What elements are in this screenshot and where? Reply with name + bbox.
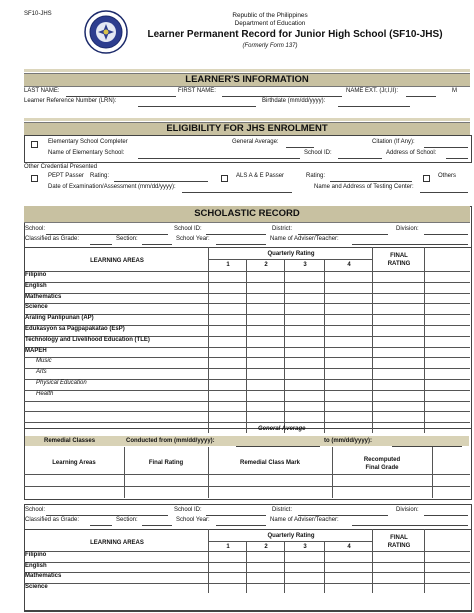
final-rating-cell[interactable] xyxy=(373,337,423,346)
final-rating-header xyxy=(373,252,425,268)
quarter-grade-cell[interactable] xyxy=(247,563,283,572)
name-ext-label: NAME EXT. (Jr,I,II): xyxy=(346,88,399,94)
learning-areas-header: LEARNING AREAS xyxy=(90,258,144,264)
department-text: Department of Education xyxy=(234,20,306,27)
form-code: SF10-JHS xyxy=(24,11,52,17)
adviser-label-2: Name of Adviser/Teacher: xyxy=(270,517,339,523)
school-year-label: School Year: xyxy=(176,236,210,242)
eligibility-banner: ELIGIBILITY FOR JHS ENROLMENT xyxy=(24,122,470,136)
subject-label: MAPEH xyxy=(25,347,47,354)
quarter-grade-cell[interactable] xyxy=(325,412,371,421)
q4-header-2: 4 xyxy=(347,544,351,550)
q3-header: 3 xyxy=(303,262,307,268)
quarter-grade-cell[interactable] xyxy=(325,369,371,378)
quarter-grade-cell[interactable] xyxy=(247,315,283,324)
quarter-grade-cell[interactable] xyxy=(209,358,245,367)
quarter-grade-cell[interactable] xyxy=(247,380,283,389)
quarter-grade-cell[interactable] xyxy=(209,348,245,357)
final-rating-cell[interactable] xyxy=(373,584,423,593)
remedial-divider xyxy=(24,486,470,487)
school-label-2: School: xyxy=(25,507,46,513)
subject-label: Science xyxy=(25,304,48,311)
quarter-grade-cell[interactable] xyxy=(285,584,323,593)
quarter-grade-cell[interactable] xyxy=(285,552,323,561)
division-label: Division: xyxy=(396,226,419,232)
final-rating-cell[interactable] xyxy=(373,294,423,303)
quarter-grade-cell[interactable] xyxy=(247,391,283,400)
subject-label: Araling Panlipunan (AP) xyxy=(25,315,94,322)
q2-header-2: 2 xyxy=(264,544,268,550)
learner-info-banner: LEARNER'S INFORMATION xyxy=(24,73,470,87)
final-rating-cell[interactable] xyxy=(373,304,423,313)
quarter-grade-cell[interactable] xyxy=(325,563,371,572)
quarter-grade-cell[interactable] xyxy=(209,412,245,421)
quarterly-rating-header: Quarterly Rating xyxy=(267,251,315,257)
elem-completer-checkbox[interactable] xyxy=(31,141,38,148)
final-rating-cell[interactable] xyxy=(373,272,423,281)
quarter-grade-cell[interactable] xyxy=(285,337,323,346)
quarter-grade-cell[interactable] xyxy=(209,402,245,411)
quarter-grade-cell[interactable] xyxy=(325,272,371,281)
quarter-grade-cell[interactable] xyxy=(209,272,245,281)
q3-header-2: 3 xyxy=(303,544,307,550)
remedial-divider xyxy=(24,474,470,475)
pept-label: PEPT Passer xyxy=(48,173,84,179)
division-label-2: Division: xyxy=(396,507,419,513)
quarter-grade-cell[interactable] xyxy=(209,369,245,378)
adviser-label: Name of Adviser/Teacher: xyxy=(270,236,339,242)
subject-label: Music xyxy=(36,358,52,365)
to-field[interactable] xyxy=(392,446,462,447)
quarter-grade-cell[interactable] xyxy=(209,304,245,313)
subject-label: Health xyxy=(36,390,54,397)
elem-completer-label: Elementary School Completer xyxy=(48,139,128,145)
quarter-header-divider xyxy=(208,259,372,260)
final-rating-cell[interactable] xyxy=(373,402,423,411)
q2-header: 2 xyxy=(264,262,268,268)
other-credential-label: Other Credential Presented xyxy=(24,164,98,170)
elem-school-address-field[interactable] xyxy=(446,158,468,159)
school-id-label: School ID: xyxy=(174,226,202,232)
conducted-from-field[interactable] xyxy=(236,446,320,447)
subject-label: Filipino xyxy=(25,272,47,278)
school-field-2[interactable] xyxy=(46,515,168,516)
quarter-grade-cell[interactable] xyxy=(325,573,371,582)
final-rating-cell[interactable] xyxy=(373,552,423,561)
quarter-grade-cell[interactable] xyxy=(285,402,323,411)
quarter-grade-cell[interactable] xyxy=(209,552,245,561)
quarter-grade-cell[interactable] xyxy=(285,563,323,572)
subject-label: Technology and Livelihood Education (TLE) xyxy=(25,336,150,343)
quarter-grade-cell[interactable] xyxy=(325,337,371,346)
first-name-label: FIRST NAME: xyxy=(178,88,216,94)
scholastic-banner: SCHOLASTIC RECORD xyxy=(24,206,470,223)
quarter-grade-cell[interactable] xyxy=(247,304,283,313)
district-field[interactable] xyxy=(298,234,388,235)
lrn-label: Learner Reference Number (LRN): xyxy=(24,98,117,104)
quarter-grade-cell[interactable] xyxy=(247,584,283,593)
quarter-grade-cell[interactable] xyxy=(285,358,323,367)
subject-label: Edukasyon sa Pagpapakatao (EsP) xyxy=(25,326,125,332)
general-average-field[interactable] xyxy=(286,147,314,148)
banner-strip xyxy=(24,118,470,121)
quarter-grade-cell[interactable] xyxy=(285,391,323,400)
remedial-classes-label: Remedial Classes xyxy=(44,438,96,444)
column-divider xyxy=(424,247,425,433)
learning-areas-header-2: LEARNING AREAS xyxy=(90,540,144,546)
subject-label: Mathematics xyxy=(25,573,62,579)
date-exam-label: Date of Examination/Assessment (mm/dd/yyyy): xyxy=(48,184,176,190)
general-average-row-label: General Average xyxy=(258,426,306,432)
final-rating-cell[interactable] xyxy=(373,369,423,378)
quarter-grade-cell[interactable] xyxy=(247,283,283,292)
classified-label: Classified as Grade: xyxy=(25,236,80,242)
district-field-2[interactable] xyxy=(298,515,388,516)
quarter-grade-cell[interactable] xyxy=(247,348,283,357)
citation-field[interactable] xyxy=(424,147,468,148)
quarter-grade-cell[interactable] xyxy=(209,337,245,346)
quarter-grade-cell[interactable] xyxy=(325,315,371,324)
republic-text: Republic of the Philippines xyxy=(232,12,308,19)
quarter-grade-cell[interactable] xyxy=(209,391,245,400)
last-name-label: LAST NAME: xyxy=(24,88,60,94)
q1-header: 1 xyxy=(226,262,230,268)
recomputed-header xyxy=(332,456,432,472)
quarter-grade-cell[interactable] xyxy=(325,294,371,303)
als-label: ALS A & E Passer xyxy=(236,173,285,179)
elem-school-address-label: Address of School: xyxy=(386,150,437,156)
others-checkbox[interactable] xyxy=(423,175,430,182)
quarter-grade-cell[interactable] xyxy=(285,304,323,313)
banner-strip xyxy=(24,69,470,72)
quarter-grade-cell[interactable] xyxy=(325,326,371,335)
final-rating-2-line1: FINAL xyxy=(390,535,408,541)
als-checkbox[interactable] xyxy=(221,175,228,182)
page-subtitle: (Formerly Form 137) xyxy=(242,43,298,49)
quarter-grade-cell[interactable] xyxy=(247,369,283,378)
final-rating-cell[interactable] xyxy=(373,348,423,357)
quarter-grade-cell[interactable] xyxy=(325,348,371,357)
quarter-grade-cell[interactable] xyxy=(285,573,323,582)
final-rating-cell[interactable] xyxy=(373,326,423,335)
quarter-grade-cell[interactable] xyxy=(209,584,245,593)
quarter-header-divider xyxy=(208,541,372,542)
quarter-grade-cell[interactable] xyxy=(209,380,245,389)
quarter-grade-cell[interactable] xyxy=(285,326,323,335)
section-field[interactable] xyxy=(142,244,172,245)
rem-class-mark-header: Remedial Class Mark xyxy=(239,460,301,466)
quarter-grade-cell[interactable] xyxy=(209,573,245,582)
quarter-grade-cell[interactable] xyxy=(209,315,245,324)
final-rating-cell[interactable] xyxy=(373,283,423,292)
final-rating-line2: RATING xyxy=(387,261,411,267)
classified-field[interactable] xyxy=(90,244,112,245)
school-year-label-2: School Year: xyxy=(176,517,210,523)
general-average-label: General Average: xyxy=(232,139,279,145)
date-exam-field[interactable] xyxy=(182,192,292,193)
page-title: Learner Permanent Record for Junior High School (SF10-JHS) xyxy=(147,29,443,40)
citation-label: Citation (If Any): xyxy=(372,139,415,145)
quarter-grade-cell[interactable] xyxy=(247,337,283,346)
subject-label: Science xyxy=(25,583,48,590)
final-rating-cell[interactable] xyxy=(373,358,423,367)
quarter-grade-cell[interactable] xyxy=(247,294,283,303)
subject-label: Arts xyxy=(36,369,47,376)
quarter-grade-cell[interactable] xyxy=(285,369,323,378)
school-label: School: xyxy=(25,226,46,232)
classified-field-2[interactable] xyxy=(90,525,112,526)
birthdate-label: Birthdate (mm/dd/yyyy): xyxy=(262,98,326,104)
elem-school-id-field[interactable] xyxy=(338,158,382,159)
quarter-grade-cell[interactable] xyxy=(325,358,371,367)
quarter-grade-cell[interactable] xyxy=(325,304,371,313)
final-rating-2-line2: RATING xyxy=(387,543,411,549)
section-label: Section: xyxy=(116,236,138,242)
quarter-grade-cell[interactable] xyxy=(325,380,371,389)
quarter-grade-cell[interactable] xyxy=(285,380,323,389)
quarter-grade-cell[interactable] xyxy=(247,552,283,561)
lrn-field[interactable] xyxy=(138,106,256,107)
quarter-grade-cell[interactable] xyxy=(325,584,371,593)
rem-final-rating-header: Final Rating xyxy=(148,460,184,466)
division-field-2[interactable] xyxy=(424,515,468,516)
school-id-field[interactable] xyxy=(206,234,266,235)
q4-header: 4 xyxy=(347,262,351,268)
first-name-field[interactable] xyxy=(222,96,342,97)
quarter-grade-cell[interactable] xyxy=(247,358,283,367)
district-label-2: District: xyxy=(272,507,292,513)
quarter-grade-cell[interactable] xyxy=(247,412,283,421)
quarter-grade-cell[interactable] xyxy=(247,573,283,582)
to-label: to (mm/dd/yyyy): xyxy=(324,438,373,444)
table-row xyxy=(24,422,470,423)
subject-label: Filipino xyxy=(25,552,47,558)
division-field[interactable] xyxy=(424,234,468,235)
school-id-field-2[interactable] xyxy=(206,515,266,516)
elem-school-name-field[interactable] xyxy=(138,158,300,159)
recomputed-line1: Recomputed xyxy=(363,457,401,463)
middle-name-label: M xyxy=(452,88,457,94)
quarter-grade-cell[interactable] xyxy=(247,326,283,335)
final-rating-cell[interactable] xyxy=(373,412,423,421)
others-label: Others xyxy=(438,173,457,179)
quarter-grade-cell[interactable] xyxy=(285,315,323,324)
subject-label: English xyxy=(25,562,47,569)
name-ext-field[interactable] xyxy=(406,96,436,97)
quarter-grade-cell[interactable] xyxy=(285,272,323,281)
final-rating-line1: FINAL xyxy=(390,253,408,259)
pept-rating-label: Rating: xyxy=(90,173,110,179)
subject-label: Mathematics xyxy=(25,293,62,300)
birthdate-field[interactable] xyxy=(338,106,410,107)
recomputed-line2: Final Grade xyxy=(365,465,399,471)
final-rating-header-2 xyxy=(373,534,425,550)
quarter-grade-cell[interactable] xyxy=(209,326,245,335)
school-id-label-2: School ID: xyxy=(174,507,202,513)
final-rating-cell[interactable] xyxy=(373,391,423,400)
remedial-col-divider xyxy=(208,447,209,498)
als-rating-label: Rating: xyxy=(306,173,326,179)
final-rating-cell[interactable] xyxy=(373,315,423,324)
pept-rating-field[interactable] xyxy=(114,181,208,182)
quarter-grade-cell[interactable] xyxy=(325,552,371,561)
final-rating-cell[interactable] xyxy=(373,563,423,572)
testing-center-field[interactable] xyxy=(420,192,468,193)
section-field-2[interactable] xyxy=(142,525,172,526)
remedial-col-divider xyxy=(432,447,433,498)
quarter-grade-cell[interactable] xyxy=(209,294,245,303)
school-field[interactable] xyxy=(46,234,168,235)
school-year-field-2[interactable] xyxy=(216,525,266,526)
final-rating-cell[interactable] xyxy=(373,380,423,389)
deped-seal xyxy=(84,10,128,54)
elem-school-id-label: School ID: xyxy=(304,150,332,156)
section-label-2: Section: xyxy=(116,517,138,523)
last-name-field[interactable] xyxy=(66,96,176,97)
quarter-grade-cell[interactable] xyxy=(209,283,245,292)
remedial-col-divider xyxy=(124,447,125,498)
quarter-grade-cell[interactable] xyxy=(209,563,245,572)
elem-school-name-label: Name of Elementary School: xyxy=(48,150,125,156)
rem-learning-areas-header: Learning Areas xyxy=(52,460,96,466)
quarter-grade-cell[interactable] xyxy=(247,272,283,281)
subject-label: English xyxy=(25,282,47,289)
adviser-field-2[interactable] xyxy=(352,525,468,526)
school-year-field[interactable] xyxy=(216,244,266,245)
quarter-grade-cell[interactable] xyxy=(285,412,323,421)
als-rating-field[interactable] xyxy=(330,181,412,182)
remedial-col-divider xyxy=(332,447,333,498)
quarter-grade-cell[interactable] xyxy=(325,283,371,292)
q1-header-2: 1 xyxy=(226,544,230,550)
quarter-grade-cell[interactable] xyxy=(285,348,323,357)
quarter-grade-cell[interactable] xyxy=(285,283,323,292)
subject-label: Physical Education xyxy=(36,380,87,386)
conducted-from-label: Conducted from (mm/dd/yyyy): xyxy=(126,438,215,444)
quarter-grade-cell[interactable] xyxy=(247,402,283,411)
quarter-grade-cell[interactable] xyxy=(325,391,371,400)
adviser-field[interactable] xyxy=(352,244,468,245)
quarter-grade-cell[interactable] xyxy=(285,294,323,303)
quarterly-rating-header-2: Quarterly Rating xyxy=(267,533,315,539)
final-rating-cell[interactable] xyxy=(373,573,423,582)
district-label: District: xyxy=(272,226,292,232)
classified-label-2: Classified as Grade: xyxy=(25,517,80,523)
testing-center-label: Name and Address of Testing Center: xyxy=(314,184,414,190)
quarter-grade-cell[interactable] xyxy=(325,402,371,411)
pept-checkbox[interactable] xyxy=(31,175,38,182)
